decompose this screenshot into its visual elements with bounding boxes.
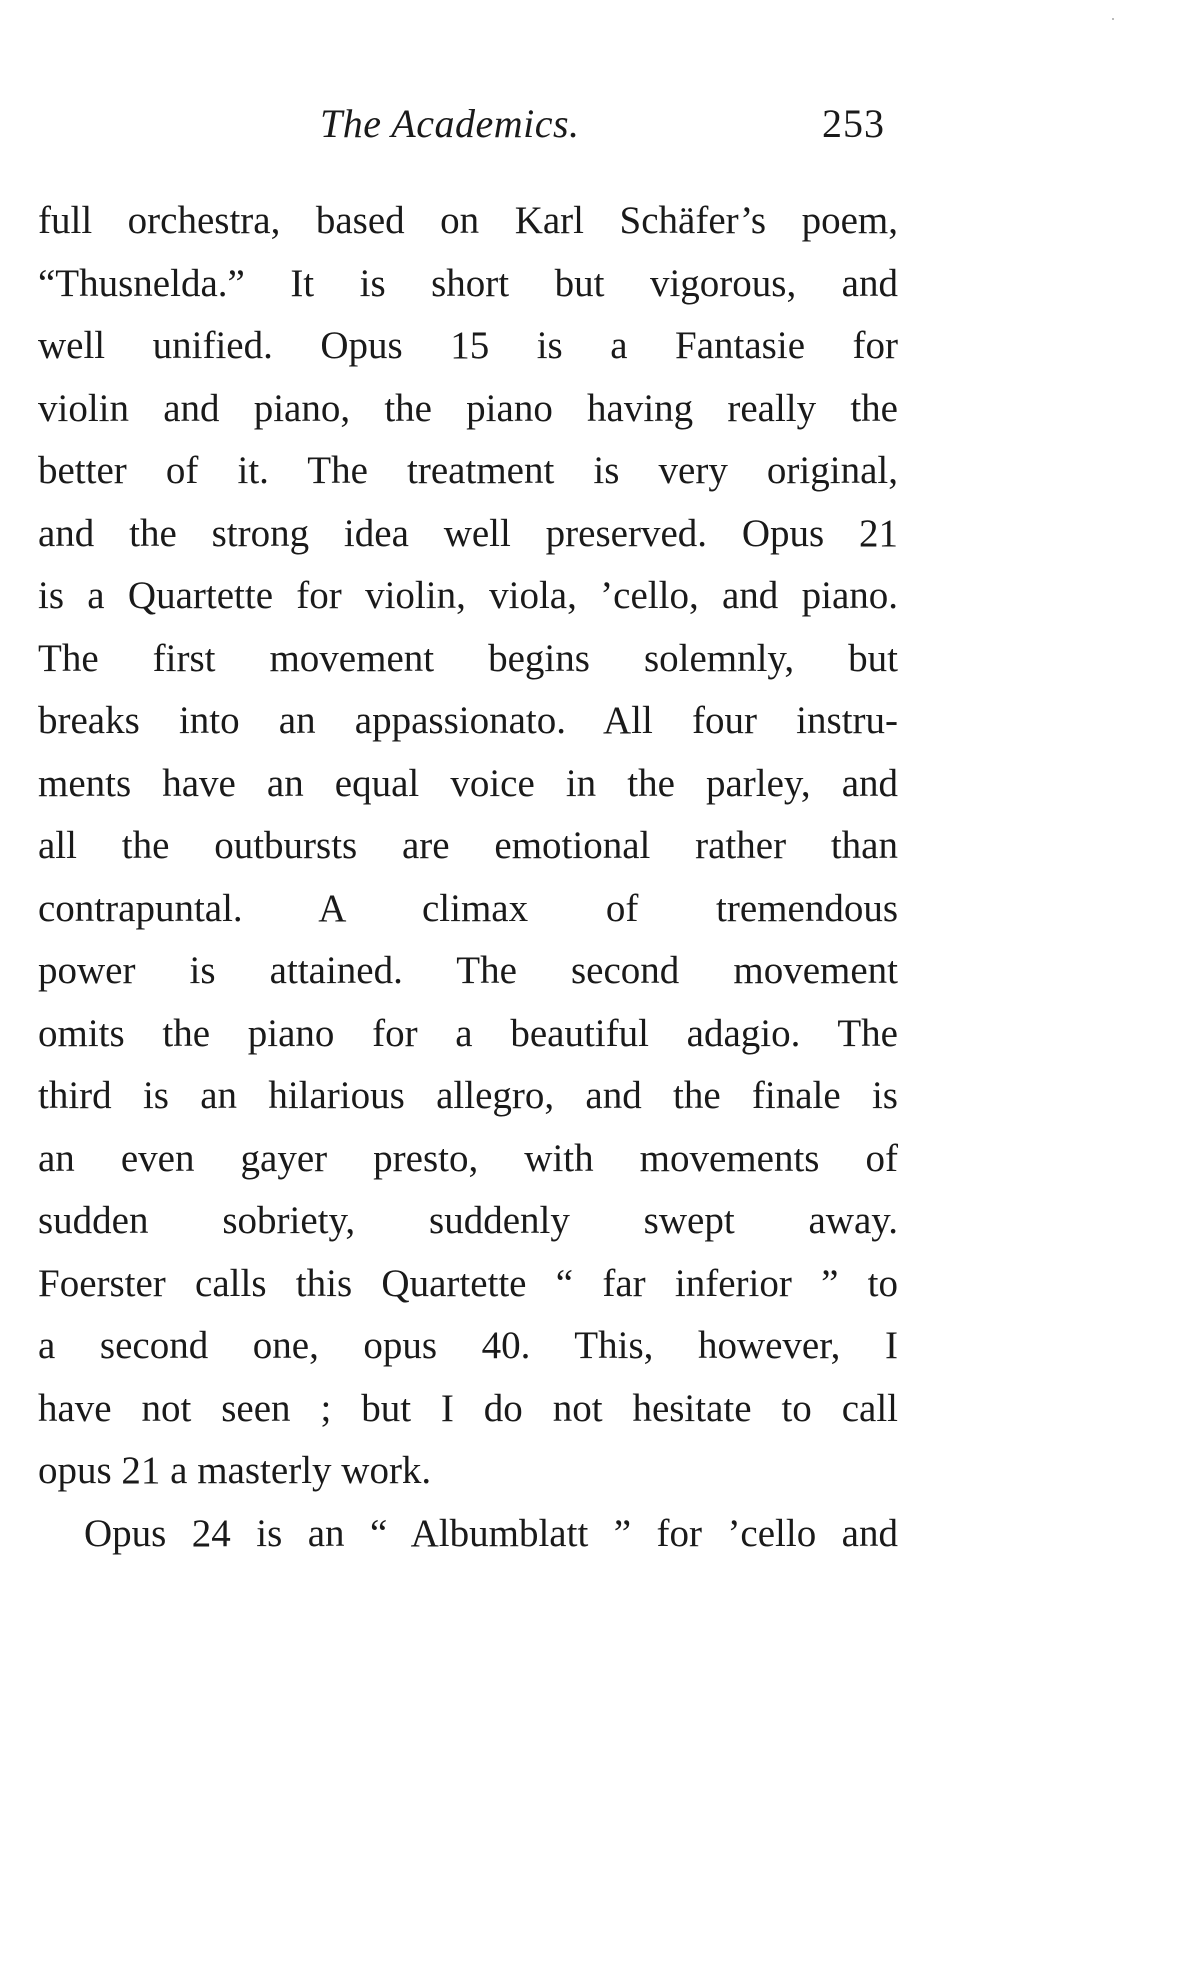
text-line: an even gayer presto, with movements of	[38, 1136, 898, 1180]
text-line: ments have an equal voice in the parley, and	[38, 761, 898, 805]
running-head	[0, 100, 1202, 160]
text-line: full orchestra, based on Karl Schäfer’s poem,	[38, 199, 898, 242]
text-line: well unified. Opus 15 is a Fantasie for	[38, 324, 898, 367]
text-line: Foerster calls this Quartette “ far inferior ” to	[38, 1261, 898, 1305]
text-line: third is an hilarious allegro, and the finale is	[38, 1074, 898, 1117]
text-line: breaks into an appassionato. All four instru-	[38, 699, 898, 742]
text-line: power is attained. The second movement	[38, 949, 898, 992]
body-text	[38, 190, 898, 1565]
page-speck	[1112, 18, 1114, 20]
text-line: The first movement begins solemnly, but	[38, 636, 898, 680]
text-line: opus 21 a masterly work.	[38, 1449, 432, 1492]
text-line: have not seen ; but I do not hesitate to call	[38, 1386, 898, 1430]
text-line: a second one, opus 40. This, however, I	[38, 1324, 898, 1367]
text-line: better of it. The treatment is very original,	[38, 449, 898, 492]
text-line-paragraph-start: Opus 24 is an “ Albumblatt ” for ’cello and	[84, 1511, 898, 1555]
text-line: omits the piano for a beautiful adagio. The	[38, 1011, 898, 1055]
text-line: is a Quartette for violin, viola, ’cello, and piano.	[38, 574, 898, 617]
text-line: contrapuntal. A climax of tremendous	[38, 886, 898, 930]
text-line: sudden sobriety, suddenly swept away.	[38, 1199, 898, 1242]
text-line: all the outbursts are emotional rather than	[38, 824, 898, 867]
text-line: violin and piano, the piano having really the	[38, 386, 898, 430]
text-line: and the strong idea well preserved. Opus 21	[38, 511, 898, 555]
page-number: 253	[822, 101, 885, 146]
text-line: “Thusnelda.” It is short but vigorous, and	[38, 261, 898, 305]
running-title: The Academics.	[320, 101, 580, 146]
